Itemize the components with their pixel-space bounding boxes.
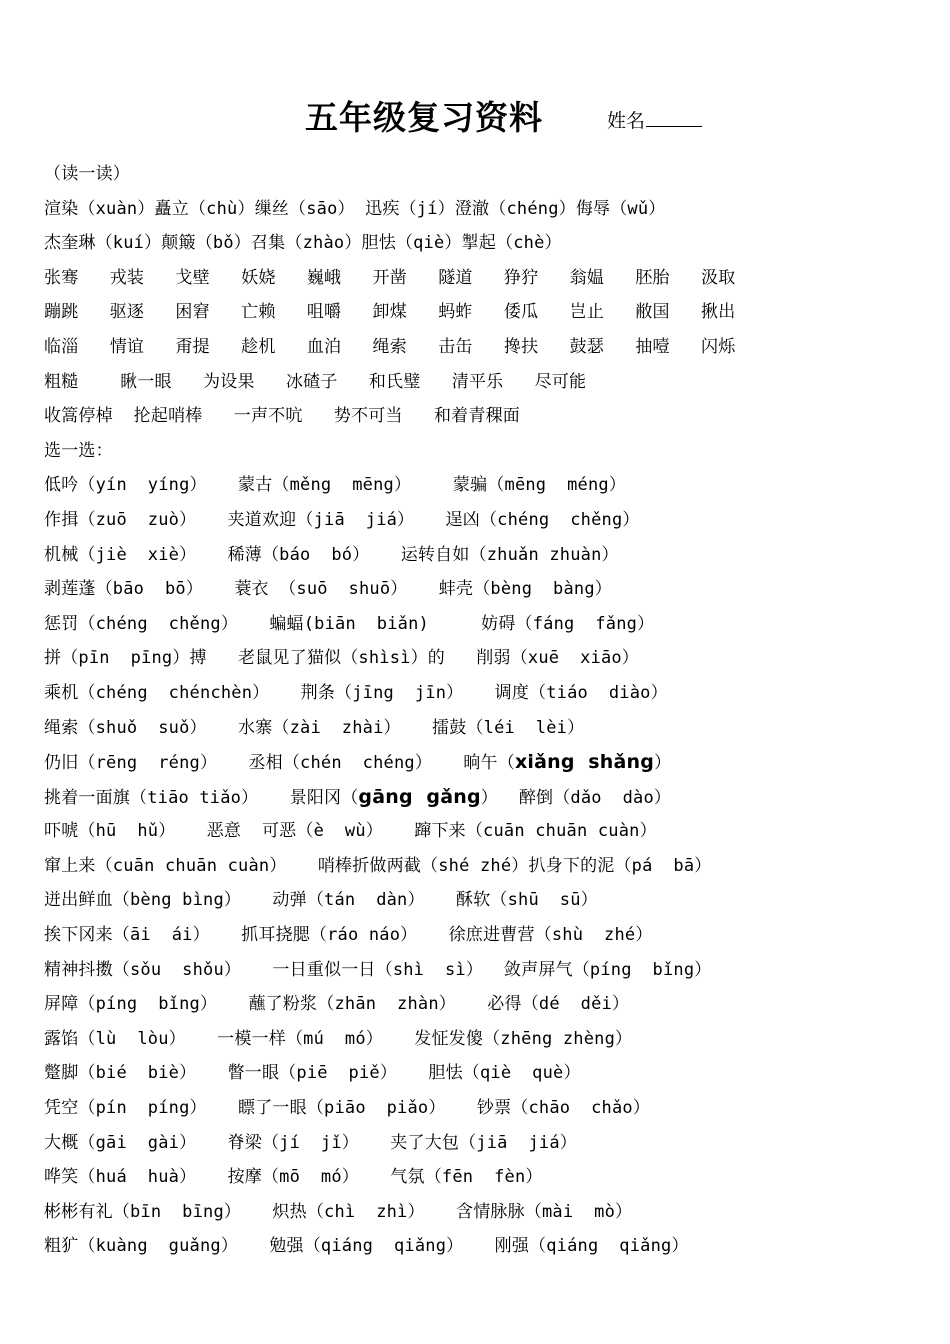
name-blank-line (646, 108, 702, 127)
read-line: 粗糙 瞅一眼 为设果 冰碴子 和氏璧 清平乐 尽可能 (44, 371, 587, 392)
title-row (0, 96, 950, 140)
line-segment: 大概（gāi gài） 脊梁（jí jǐ） 夹了大包（jiā jiá） (44, 1132, 577, 1153)
line-segment: ） 醉倒（dǎo dào） (480, 787, 672, 808)
name-label: 姓名 (607, 110, 646, 132)
read-line: 渲染（xuàn）矗立（chù）缫丝（sāo） 迅疾（jí）澄澈（chéng）侮辱（wǔ） (44, 198, 666, 219)
line-segment: 作揖（zuō zuò） 夹道欢迎（jiā jiá） 逞凶（chéng chěng） (44, 509, 640, 530)
line-segment: 乘机（chéng chénchèn） 荆条（jīng jīn） 调度（tiáo diào） (44, 682, 668, 703)
choose-line (44, 953, 934, 988)
line-segment: 凭空（pín píng） 瞟了一眼（piāo piǎo） 钞票（chāo chǎo） (44, 1098, 651, 1119)
read-line: 张骞 戎装 戈壁 妖娆 巍峨 开凿 隧道 狰狞 翁媪 胚胎 汲取 (44, 267, 736, 288)
line-segment: 挨下冈来（āi ái） 抓耳挠腮（ráo náo） 徐庶进曹营（shù zhé） (44, 925, 653, 946)
choose-line (44, 607, 934, 642)
page-title: 五年级复习资料 (305, 98, 543, 137)
choose-line (44, 572, 934, 607)
choose-line (44, 745, 934, 780)
choose-line (44, 1126, 934, 1161)
line-segment: 露馅（lù lòu） 一模一样（mú mó） 发怔发傻（zhēng zhèng） (44, 1028, 633, 1049)
choose-line (44, 1160, 934, 1195)
line-segment: 低吟（yín yíng） 蒙古（měng mēng） 蒙骗（mēng méng） (44, 475, 627, 496)
line-segment: 粗犷（kuàng guǎng） 勉强（qiáng qiǎng） 刚强（qiáng qiǎng） (44, 1236, 689, 1257)
read-line: 杰奎琳（kuí）颠簸（bǒ）召集（zhào）胆怯（qiè）掣起（chè） (44, 233, 562, 254)
choose-line (44, 676, 934, 711)
line-segment: 彬彬有礼（bīn bīng） 炽热（chì zhì） 含情脉脉（mài mò） (44, 1201, 633, 1222)
line-segment: 仍旧（rēng réng） 丞相（chén chéng） 晌午（ (44, 753, 515, 774)
line-segment: 吓唬（hū hǔ） 恶意 可恶（è wù） 蹿下来（cuān chuān cuàn） (44, 821, 657, 842)
line-segment: 迸出鲜血（bèng bìng） 动弹（tán dàn） 酥软（shū sū） (44, 890, 598, 911)
choose-line (44, 1091, 934, 1126)
read-line: 收篙停棹 抡起哨棒 一声不吭 势不可当 和着青稞面 (44, 406, 520, 427)
choose-line (44, 1022, 934, 1057)
choose-line (44, 883, 934, 918)
read-section-heading: （读一读） (44, 164, 130, 184)
choose-section (44, 468, 934, 1264)
choose-line (44, 538, 934, 573)
choose-line (44, 849, 934, 884)
line-segment: 惩罚（chéng chěng） 蝙蝠(biān biǎn) 妨碍（fáng fǎng） (44, 613, 655, 634)
choose-line (44, 1195, 934, 1230)
line-segment: ） (654, 753, 672, 774)
choose-line (44, 1229, 934, 1264)
line-segment: 绳索（shuǒ suǒ） 水寨（zài zhài） 擂鼓（léi lèi） (44, 717, 585, 738)
choose-line (44, 641, 934, 676)
line-segment: 精神抖擞（sǒu shǒu） 一日重似一日（shì sì） 敛声屏气（píng bǐng） (44, 959, 712, 980)
line-segment: 屏障（píng bǐng） 蘸了粉浆（zhān zhàn） 必得（dé děi） (44, 994, 630, 1015)
choose-line (44, 987, 934, 1022)
line-segment: 蹩脚（bié biè） 瞥一眼（piē piě） 胆怯（qiè què） (44, 1063, 581, 1084)
read-section (44, 192, 934, 434)
choose-section-heading: 选一选： (44, 440, 113, 461)
name-field (607, 108, 702, 133)
line-segment: 拼（pīn pīng）搏 老鼠见了猫似（shìsì）的 削弱（xuē xiāo） (44, 648, 640, 669)
content-body (44, 157, 934, 1264)
bold-pinyin-segment: xiǎng shǎng (514, 751, 655, 774)
line-segment: 机械（jiè xiè） 稀薄（báo bó） 运转自如（zhuǎn zhuàn） (44, 544, 619, 565)
choose-line (44, 711, 934, 746)
choose-line (44, 918, 934, 953)
choose-line (44, 1056, 934, 1091)
line-segment: 剥莲蓬（bāo bō） 蓑衣 （suō shuō） 蚌壳（bèng bàng） (44, 579, 612, 600)
choose-line (44, 503, 934, 538)
read-line: 临淄 情谊 甭提 趁机 血泊 绳索 击缶 搀扶 鼓瑟 抽噎 闪烁 (44, 336, 736, 357)
read-line: 蹦跳 驱逐 困窘 亡赖 咀嚼 卸煤 蚂蚱 倭瓜 岂止 敝国 揪出 (44, 302, 736, 323)
choose-line (44, 468, 934, 503)
line-segment: 哗笑（huá huà） 按摩（mō mó） 气氛（fēn fèn） (44, 1167, 543, 1188)
choose-line (44, 780, 934, 815)
line-segment: 窜上来（cuān chuān cuàn） 哨棒折做两截（shé zhé）扒身下的泥（pá bā） (44, 855, 712, 876)
choose-line (44, 814, 934, 849)
bold-pinyin-segment: gāng gǎng (358, 785, 481, 808)
line-segment: 挑着一面旗（tiāo tiǎo） 景阳冈（ (44, 787, 359, 808)
